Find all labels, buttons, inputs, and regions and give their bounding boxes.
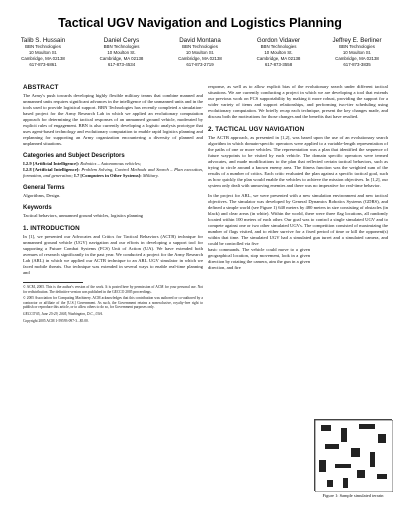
footnote-divider: [23, 282, 83, 283]
category-code: I.2.9 [Artificial Intelligence]:: [23, 161, 80, 166]
right-column: [208, 84, 388, 271]
figure-caption: Figure 1: Sample simulated terrain: [322, 493, 384, 498]
author-address: 10 Moulton St.: [264, 50, 293, 56]
author-phone: 617-873-2719: [186, 61, 214, 67]
author-address: 10 Moulton St.: [185, 50, 215, 56]
footnote-isbn: Copyright 2005 ACM 1-59593-097-3...$5.00.: [23, 318, 89, 323]
section-2-heading: 2. TACTICAL UGV NAVIGATION: [208, 126, 305, 133]
keywords-heading: Keywords: [23, 205, 52, 211]
body-paragraph: response, as well as to allow explicit bias of the evolutionary search under different tactical situations. We are currently conducting a project in which we are developing a tool that extends our previous work on FCS supportability by making it more robust, providing the support for a wider variety of items and support relationships, and performing two-tier scheduling using evolutionary computation. We briefly recap each technique, present the key changes made, and discuss both the motivations for those changes and the benefits that have resulted.: [208, 84, 388, 119]
body-paragraph: The ACTB approach, as presented in [1,2], was based upon the use of an evolutionary search algorithm in which domain-specific operators were applied to a variable-length representation of the paths of one or more vehicles. The representation was a plan that identified the sequence of future waypoints to be visited by each vehicle. The domain specific operators were termed advocates, and made modifications to the plan that reflected certain tactical behaviors, such as trying to circle around a known enemy area. The fitness function was the weighted sum of the results of a number of critics. Each critic evaluated the plan against a specific tactical goal, such as how quickly the plan would enable the vehicles to achieve the mission objectives. In [1,2], our system only dealt with unmoving enemies and there was no imperative for real-time behavior.: [208, 135, 388, 188]
author-phone: 617-873-4534: [107, 61, 136, 67]
category-code: I.7 [Computers in Other Systems]:: [72, 173, 142, 178]
terrain-map-graphic: [315, 420, 393, 492]
category-text: Military.: [141, 173, 159, 178]
author-name: Jeffrey E. Berliner: [332, 37, 382, 44]
paper-title: Tactical UGV Navigation and Logistics Planning: [58, 16, 342, 30]
author-phone: 617-873-3558: [264, 61, 293, 67]
author-5: [318, 37, 396, 68]
author-phone: 617-873-3835: [343, 61, 371, 67]
author-address: 10 Moulton St.: [28, 50, 58, 56]
author-address: 10 Moulton St.: [342, 50, 372, 56]
footnote-copyright: © 2005 Association for Computing Machinery. ACM acknowledges that this contribution was authored or co-authored by a contractor or affiliate of the [U.S.] Government. As such, the Government retains a nonexclusive, royalty-free right to publish or reproduce this article, or to allow others to do so, for Government purposes only.: [23, 296, 203, 310]
keywords-text: Tactical behaviors, unmanned ground vehicles, logistics planning: [23, 213, 144, 218]
author-org: BBN Technologies: [25, 44, 61, 50]
author-phone: 617-873-6861: [29, 61, 57, 67]
author-name: Daniel Cerys: [103, 37, 140, 44]
author-2: [83, 37, 161, 68]
author-org: BBN Technologies: [260, 44, 297, 50]
categories-heading: Categories and Subject Descriptors: [23, 153, 125, 159]
author-org: BBN Technologies: [103, 44, 140, 50]
author-3: [161, 37, 239, 68]
categories-text: [23, 161, 203, 179]
abstract-text: The Army's push towards developing highly flexible military teams that combine manned and unmanned units requires significant advances in the intelligence of the unmanned units and in the tools used to provide logistical support. BBN Technologies has recently completed a simulation-based project for the Army Research Lab in which we applied an evolutionary computation approach for determining the tactical responses of an unmanned ground vehicle, moderated by explicit rules of engagement. BBN is also currently developing a logistic analysis prototype that uses agent-based technology and evolutionary computation to enable rapid logistics planning and replanning for supporting an Army organization encountering a diversity of planned and unplanned situations.: [23, 93, 203, 146]
category-text: Problem Solving, Control Methods and Search – Plan execution, formation, and generation;: [23, 167, 203, 178]
figure-1: [314, 419, 392, 499]
author-city: Cambridge, MA 02138: [99, 56, 144, 61]
author-block: [4, 37, 396, 68]
general-terms-heading: General Terms: [23, 185, 65, 191]
author-city: Cambridge, MA 02138: [21, 56, 65, 61]
author-1: [4, 37, 82, 68]
body-paragraph: basic commands. The vehicle could move to a given geographical location, stop movement, look in a given direction by rotating the camera, aim the gun in a given direction, and fire: [208, 247, 310, 270]
body-paragraph: In the project for ARL, we were presented with a new simulation environment and new tactical objectives. The simulator was developed by General Dynamics Robotics Systems (GDRS), and defined a simple world (see Figure 1) 640 meters by 480 meters in size consisting of obstacles (in black) and clear areas (in white). Within the world, there were three flag locations, all randomly located within 100 meters of each other. Our goal was to control a single simulated UGV and to compete against one or two other simulated UGVs. The competition consisted of maximizing the number of flags visited, and to either survive for a fixed period of time or kill the opponent(s) within that time. The simulated UGV had a simulated gun turret and a simulated camera, and could be controlled via five: [208, 193, 388, 246]
abstract-heading: ABSTRACT: [23, 84, 59, 91]
footnote-conference: GECCO'05, June 25-29, 2005, Washington, D.C., USA.: [23, 311, 103, 316]
terrain-image: [314, 419, 392, 491]
author-name: Talib S. Hussain: [20, 37, 66, 44]
introduction-text: In [1], we presented our Advocates and Critics for Tactical Behaviors (ACTB) technique for unmanned ground vehicle (UGV) navigation and our efforts in developing a support tool for supporting a Future Combat Systems (FCS) Unit of Action (UA). We have extended both avenues of research significantly in the past year. We conducted a project for the Army Research Lab (ARL) in which we applied our ACTB technique to an ARL UGV simulator in which we faced mobile threats. Our technique was extended in several ways to enable real-time planning and: [23, 234, 203, 275]
author-4: [240, 37, 318, 68]
footnote-permission: © ACM, 2005. This is the author's version of the work. It is posted here by permission of ACM for your personal use. Not for redistribution. The definitive version was published in the GECCO 2005 proceedings.: [23, 285, 203, 294]
general-terms-text: Algorithms, Design.: [23, 193, 61, 198]
author-name: Gordon Vidaver: [256, 37, 301, 44]
author-city: Cambridge, MA 02138: [335, 56, 379, 61]
author-city: Cambridge, MA 02138: [256, 56, 301, 61]
author-address: 10 Moulton St.: [107, 50, 136, 56]
author-org: BBN Technologies: [182, 44, 218, 50]
introduction-heading: 1. INTRODUCTION: [23, 225, 80, 232]
author-city: Cambridge, MA 02138: [178, 56, 222, 61]
category-text: Robotics – Autonomous vehicles;: [79, 161, 142, 166]
category-code: I.2.8 [Artificial Intelligence]:: [23, 167, 80, 172]
left-column: [23, 84, 203, 325]
author-org: BBN Technologies: [339, 44, 375, 50]
author-name: David Montana: [179, 37, 221, 44]
